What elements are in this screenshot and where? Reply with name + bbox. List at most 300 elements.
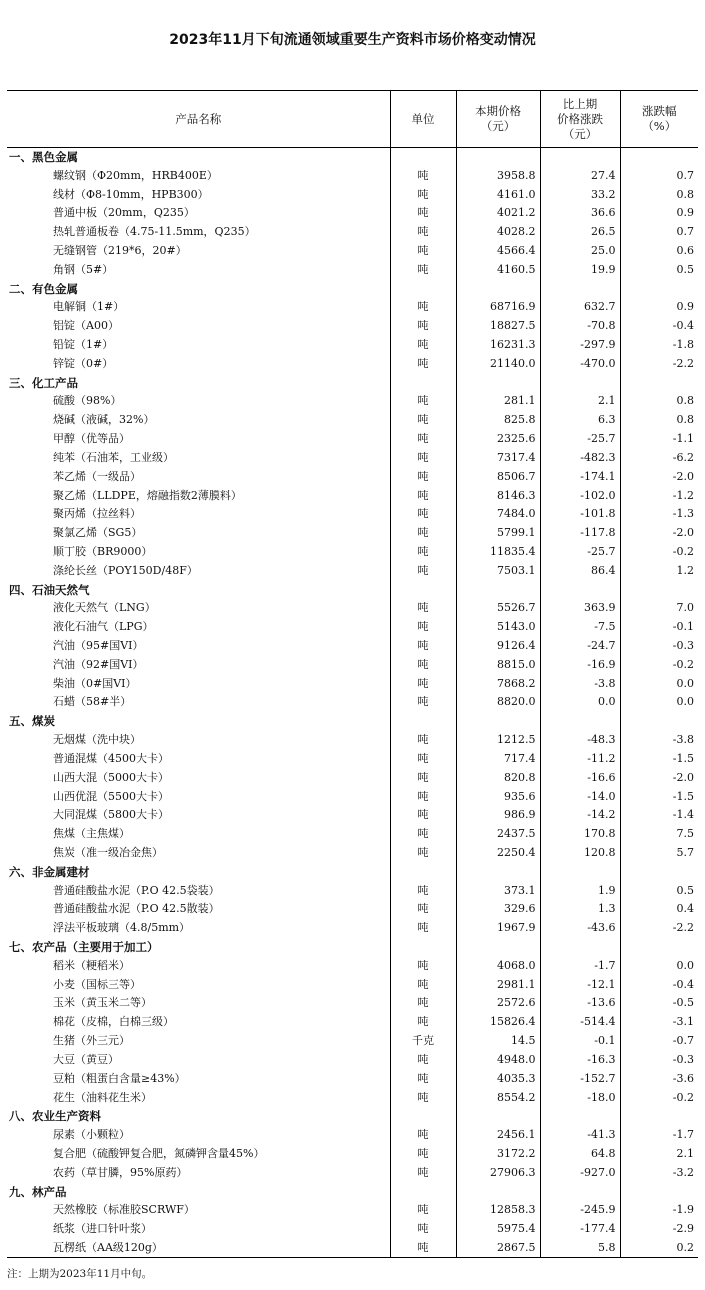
price-cell: 2572.6 <box>456 994 540 1013</box>
pct-cell: -1.1 <box>620 430 698 449</box>
product-name: 生猪（外三元） <box>53 1034 130 1048</box>
change-cell: 6.3 <box>540 411 620 430</box>
change-cell: 120.8 <box>540 844 620 863</box>
product-name: 汽油（92#国VI） <box>53 657 144 671</box>
product-name: 小麦（国标三等） <box>53 977 141 991</box>
table-row <box>7 731 698 750</box>
pct-cell: 2.1 <box>620 1145 698 1164</box>
header-row <box>7 91 698 148</box>
unit-cell <box>390 938 456 957</box>
category-row <box>7 938 698 957</box>
price-cell: 3172.2 <box>456 1145 540 1164</box>
price-cell: 717.4 <box>456 750 540 769</box>
pct-cell: 5.7 <box>620 844 698 863</box>
pct-cell <box>620 279 698 298</box>
product-name: 大同混煤（5800大卡） <box>53 808 169 822</box>
unit-cell: 吨 <box>390 956 456 975</box>
product-name: 螺纹钢（Φ20mm，HRB400E） <box>53 168 218 182</box>
table-row <box>7 900 698 919</box>
product-name: 热轧普通板卷（4.75-11.5mm，Q235） <box>53 225 256 239</box>
category-row <box>7 1182 698 1201</box>
category-row <box>7 712 698 731</box>
pct-cell: -0.5 <box>620 994 698 1013</box>
price-cell: 7484.0 <box>456 505 540 524</box>
unit-cell: 吨 <box>390 392 456 411</box>
change-cell: -174.1 <box>540 467 620 486</box>
unit-cell: 吨 <box>390 1239 456 1258</box>
pct-cell: -1.7 <box>620 1126 698 1145</box>
product-name: 浮法平板玻璃（4.8/5mm） <box>53 921 191 935</box>
price-cell: 5799.1 <box>456 524 540 543</box>
pct-cell: 0.5 <box>620 260 698 279</box>
category-name: 七、农产品（主要用于加工） <box>9 940 159 955</box>
product-name: 纯苯（石油苯，工业级） <box>53 450 174 464</box>
product-name: 复合肥（硫酸钾复合肥，氮磷钾含量45%） <box>53 1146 265 1160</box>
category-name: 四、石油天然气 <box>9 582 90 597</box>
unit-cell: 吨 <box>390 806 456 825</box>
pct-cell: 0.4 <box>620 900 698 919</box>
unit-cell: 吨 <box>390 185 456 204</box>
pct-cell: 0.8 <box>620 185 698 204</box>
change-cell <box>540 580 620 599</box>
change-cell <box>540 148 620 167</box>
change-cell: -245.9 <box>540 1201 620 1220</box>
price-cell: 281.1 <box>456 392 540 411</box>
price-cell: 4566.4 <box>456 242 540 261</box>
product-name: 普通中板（20mm，Q235） <box>53 206 195 220</box>
table-body <box>7 148 698 1258</box>
product-name: 天然橡胶（标准胶SCRWF） <box>53 1203 195 1217</box>
change-cell: -927.0 <box>540 1163 620 1182</box>
category-row <box>7 580 698 599</box>
unit-cell <box>390 580 456 599</box>
change-cell: -117.8 <box>540 524 620 543</box>
pct-cell: -1.5 <box>620 750 698 769</box>
product-name: 豆粕（粗蛋白含量≥43%） <box>53 1071 186 1085</box>
pct-cell <box>620 373 698 392</box>
pct-cell: -0.4 <box>620 975 698 994</box>
unit-cell: 吨 <box>390 1088 456 1107</box>
unit-cell: 吨 <box>390 223 456 242</box>
price-cell <box>456 1182 540 1201</box>
change-cell: -482.3 <box>540 449 620 468</box>
pct-cell <box>620 938 698 957</box>
unit-cell: 吨 <box>390 204 456 223</box>
price-cell: 8820.0 <box>456 693 540 712</box>
pct-cell: -0.7 <box>620 1032 698 1051</box>
price-cell <box>456 279 540 298</box>
table-row <box>7 354 698 373</box>
product-name: 线材（Φ8-10mm，HPB300） <box>53 187 209 201</box>
product-name: 聚乙烯（LLDPE，熔融指数2薄膜料） <box>53 488 242 502</box>
product-name: 汽油（95#国VI） <box>53 639 144 653</box>
change-cell: 363.9 <box>540 599 620 618</box>
pct-cell: -3.1 <box>620 1013 698 1032</box>
change-cell: -3.8 <box>540 674 620 693</box>
price-cell: 8146.3 <box>456 486 540 505</box>
footnote: 注：上期为2023年11月中旬。 <box>7 1268 153 1280</box>
table-row <box>7 185 698 204</box>
price-cell: 5143.0 <box>456 618 540 637</box>
change-cell: 0.0 <box>540 693 620 712</box>
table-row <box>7 298 698 317</box>
unit-cell: 吨 <box>390 1220 456 1239</box>
price-cell: 4028.2 <box>456 223 540 242</box>
price-cell: 18827.5 <box>456 317 540 336</box>
table-row <box>7 674 698 693</box>
pct-cell: -6.2 <box>620 449 698 468</box>
unit-cell: 吨 <box>390 1013 456 1032</box>
unit-cell: 吨 <box>390 543 456 562</box>
table-row <box>7 1051 698 1070</box>
product-name: 顺丁胶（BR9000） <box>53 544 153 558</box>
pct-cell: 0.0 <box>620 956 698 975</box>
product-name: 尿素（小颗粒） <box>53 1128 130 1142</box>
unit-cell: 吨 <box>390 975 456 994</box>
pct-cell: -1.5 <box>620 787 698 806</box>
category-name: 二、有色金属 <box>9 281 78 296</box>
price-cell: 4068.0 <box>456 956 540 975</box>
table-row <box>7 1088 698 1107</box>
pct-cell: -0.3 <box>620 1051 698 1070</box>
product-name: 聚氯乙烯（SG5） <box>53 526 143 540</box>
product-name: 石蜡（58#半） <box>53 695 132 709</box>
price-cell: 9126.4 <box>456 637 540 656</box>
table-row <box>7 1239 698 1258</box>
price-cell: 68716.9 <box>456 298 540 317</box>
pct-cell <box>620 1107 698 1126</box>
price-cell: 5975.4 <box>456 1220 540 1239</box>
change-cell: 2.1 <box>540 392 620 411</box>
change-cell <box>540 938 620 957</box>
category-name: 六、非金属建材 <box>9 864 90 879</box>
pct-cell: -2.2 <box>620 354 698 373</box>
product-name: 普通硅酸盐水泥（P.O 42.5袋装） <box>53 883 220 897</box>
table-row <box>7 486 698 505</box>
pct-cell: 0.7 <box>620 166 698 185</box>
product-name: 涤纶长丝（POY150D/48F） <box>53 563 198 577</box>
price-cell: 820.8 <box>456 768 540 787</box>
product-name: 无缝钢管（219*6，20#） <box>53 243 187 257</box>
pct-cell: 0.2 <box>620 1239 698 1258</box>
table-row <box>7 825 698 844</box>
header-change: 比上期 价格涨跌 （元） <box>540 91 620 148</box>
product-name: 焦煤（主焦煤） <box>53 827 130 841</box>
table-row <box>7 411 698 430</box>
change-cell <box>540 1107 620 1126</box>
price-cell: 12858.3 <box>456 1201 540 1220</box>
pct-cell: 7.0 <box>620 599 698 618</box>
price-cell: 2456.1 <box>456 1126 540 1145</box>
product-name: 农药（草甘膦，95%原药） <box>53 1165 188 1179</box>
change-cell: -514.4 <box>540 1013 620 1032</box>
table-row <box>7 1201 698 1220</box>
category-row <box>7 1107 698 1126</box>
change-cell: -70.8 <box>540 317 620 336</box>
unit-cell: 吨 <box>390 430 456 449</box>
product-name: 电解铜（1#） <box>53 300 125 314</box>
change-cell: -102.0 <box>540 486 620 505</box>
change-cell: -12.1 <box>540 975 620 994</box>
unit-cell: 吨 <box>390 768 456 787</box>
price-cell: 4021.2 <box>456 204 540 223</box>
table-row <box>7 524 698 543</box>
change-cell: -152.7 <box>540 1069 620 1088</box>
price-cell: 5526.7 <box>456 599 540 618</box>
change-cell: 27.4 <box>540 166 620 185</box>
change-cell: -297.9 <box>540 336 620 355</box>
change-cell: -24.7 <box>540 637 620 656</box>
product-name: 花生（油料花生米） <box>53 1090 152 1104</box>
unit-cell: 吨 <box>390 674 456 693</box>
price-cell: 11835.4 <box>456 543 540 562</box>
change-cell: -11.2 <box>540 750 620 769</box>
price-cell <box>456 1107 540 1126</box>
price-cell: 1967.9 <box>456 919 540 938</box>
price-cell: 4160.5 <box>456 260 540 279</box>
category-name: 八、农业生产资料 <box>9 1109 101 1124</box>
table-row <box>7 919 698 938</box>
table-row <box>7 260 698 279</box>
change-cell <box>540 1182 620 1201</box>
unit-cell: 吨 <box>390 449 456 468</box>
pct-cell <box>620 580 698 599</box>
table-row <box>7 543 698 562</box>
change-cell: -18.0 <box>540 1088 620 1107</box>
change-cell: -41.3 <box>540 1126 620 1145</box>
product-name: 硫酸（98%） <box>53 394 122 408</box>
table-row <box>7 1163 698 1182</box>
price-cell <box>456 373 540 392</box>
change-cell <box>540 712 620 731</box>
unit-cell: 吨 <box>390 693 456 712</box>
pct-cell: 0.6 <box>620 242 698 261</box>
pct-cell: 7.5 <box>620 825 698 844</box>
table-row <box>7 317 698 336</box>
price-cell: 935.6 <box>456 787 540 806</box>
unit-cell: 吨 <box>390 655 456 674</box>
unit-cell: 吨 <box>390 524 456 543</box>
table-row <box>7 1013 698 1032</box>
pct-cell: -3.6 <box>620 1069 698 1088</box>
product-name: 瓦楞纸（AA级120g） <box>7 1239 390 1258</box>
change-cell: 64.8 <box>540 1145 620 1164</box>
pct-cell: -0.4 <box>620 317 698 336</box>
unit-cell <box>390 862 456 881</box>
pct-cell: 0.9 <box>620 204 698 223</box>
price-cell: 14.5 <box>456 1032 540 1051</box>
change-cell: 86.4 <box>540 561 620 580</box>
price-cell: 2437.5 <box>456 825 540 844</box>
pct-cell: -3.8 <box>620 731 698 750</box>
pct-cell: 0.5 <box>620 881 698 900</box>
table-row <box>7 768 698 787</box>
table-row <box>7 637 698 656</box>
price-cell: 7503.1 <box>456 561 540 580</box>
product-name: 焦炭（准一级冶金焦） <box>53 845 163 859</box>
price-cell: 8506.7 <box>456 467 540 486</box>
category-row <box>7 862 698 881</box>
pct-cell: -2.0 <box>620 768 698 787</box>
category-row <box>7 373 698 392</box>
table-row <box>7 956 698 975</box>
price-cell: 2325.6 <box>456 430 540 449</box>
product-name: 纸浆（进口针叶浆） <box>53 1222 152 1236</box>
pct-cell: 0.9 <box>620 298 698 317</box>
price-cell <box>456 862 540 881</box>
change-cell: -14.2 <box>540 806 620 825</box>
table-row <box>7 166 698 185</box>
pct-cell <box>620 148 698 167</box>
unit-cell: 吨 <box>390 242 456 261</box>
table-header <box>7 91 698 148</box>
price-cell: 986.9 <box>456 806 540 825</box>
price-cell: 15826.4 <box>456 1013 540 1032</box>
change-cell: 1.9 <box>540 881 620 900</box>
price-cell: 3958.8 <box>456 166 540 185</box>
unit-cell: 吨 <box>390 1069 456 1088</box>
unit-cell: 吨 <box>390 354 456 373</box>
change-cell: -13.6 <box>540 994 620 1013</box>
change-cell: 632.7 <box>540 298 620 317</box>
pct-cell: 0.7 <box>620 223 698 242</box>
table-row <box>7 844 698 863</box>
pct-cell: 0.0 <box>620 674 698 693</box>
pct-cell: 0.8 <box>620 392 698 411</box>
price-cell <box>456 938 540 957</box>
product-name: 普通混煤（4500大卡） <box>53 751 169 765</box>
table-row <box>7 1126 698 1145</box>
change-cell <box>540 279 620 298</box>
change-cell: -48.3 <box>540 731 620 750</box>
change-cell: -0.1 <box>540 1032 620 1051</box>
product-name: 柴油（0#国VI） <box>53 676 137 690</box>
change-cell: 33.2 <box>540 185 620 204</box>
table-row <box>7 449 698 468</box>
pct-cell: -1.2 <box>620 486 698 505</box>
table-row <box>7 1069 698 1088</box>
unit-cell: 吨 <box>390 317 456 336</box>
change-cell: 19.9 <box>540 260 620 279</box>
change-cell: -16.6 <box>540 768 620 787</box>
price-cell: 4948.0 <box>456 1051 540 1070</box>
price-cell: 825.8 <box>456 411 540 430</box>
price-cell <box>456 712 540 731</box>
unit-cell: 吨 <box>390 919 456 938</box>
pct-cell: -2.0 <box>620 467 698 486</box>
price-cell <box>456 580 540 599</box>
price-cell: 7868.2 <box>456 674 540 693</box>
change-cell: -16.9 <box>540 655 620 674</box>
category-name: 五、煤炭 <box>9 714 55 729</box>
change-cell: -25.7 <box>540 430 620 449</box>
unit-cell <box>390 1182 456 1201</box>
unit-cell <box>390 1107 456 1126</box>
change-cell: 1.3 <box>540 900 620 919</box>
table-row <box>7 1145 698 1164</box>
unit-cell <box>390 712 456 731</box>
price-cell: 4161.0 <box>456 185 540 204</box>
product-name: 聚丙烯（拉丝料） <box>53 507 141 521</box>
unit-cell: 吨 <box>390 881 456 900</box>
product-name: 大豆（黄豆） <box>53 1052 119 1066</box>
pct-cell: -2.2 <box>620 919 698 938</box>
product-name: 稻米（粳稻米） <box>53 958 130 972</box>
table-row <box>7 881 698 900</box>
table-row <box>7 693 698 712</box>
table-row <box>7 242 698 261</box>
pct-cell: 1.2 <box>620 561 698 580</box>
product-name: 铝锭（A00） <box>53 319 119 333</box>
header-pct: 涨跌幅 （%） <box>620 91 698 148</box>
price-cell: 21140.0 <box>456 354 540 373</box>
product-name: 铅锭（1#） <box>53 338 114 352</box>
change-cell: -43.6 <box>540 919 620 938</box>
pct-cell: -1.8 <box>620 336 698 355</box>
change-cell: -1.7 <box>540 956 620 975</box>
product-name: 液化天然气（LNG） <box>53 601 156 615</box>
unit-cell: 吨 <box>390 637 456 656</box>
table-row <box>7 750 698 769</box>
unit-cell: 吨 <box>390 1126 456 1145</box>
price-cell: 27906.3 <box>456 1163 540 1182</box>
unit-cell: 吨 <box>390 994 456 1013</box>
product-name: 无烟煤（洗中块） <box>53 733 141 747</box>
pct-cell: -1.3 <box>620 505 698 524</box>
change-cell: -16.3 <box>540 1051 620 1070</box>
price-cell: 2981.1 <box>456 975 540 994</box>
price-cell: 16231.3 <box>456 336 540 355</box>
price-table <box>7 90 698 1258</box>
table-row <box>7 618 698 637</box>
unit-cell <box>390 279 456 298</box>
unit-cell: 吨 <box>390 1201 456 1220</box>
product-name: 烧碱（液碱，32%） <box>53 413 155 427</box>
header-price: 本期价格 （元） <box>456 91 540 148</box>
unit-cell: 吨 <box>390 166 456 185</box>
pct-cell <box>620 712 698 731</box>
product-name: 苯乙烯（一级品） <box>53 469 141 483</box>
price-cell: 2250.4 <box>456 844 540 863</box>
price-table-container <box>7 90 698 1258</box>
change-cell: -470.0 <box>540 354 620 373</box>
pct-cell: -0.2 <box>620 1088 698 1107</box>
table-row <box>7 975 698 994</box>
product-name: 山西优混（5500大卡） <box>53 789 169 803</box>
pct-cell <box>620 862 698 881</box>
product-name: 锌锭（0#） <box>53 356 114 370</box>
change-cell <box>540 862 620 881</box>
price-cell: 8815.0 <box>456 655 540 674</box>
table-row <box>7 1220 698 1239</box>
header-product-name: 产品名称 <box>7 91 390 148</box>
category-row <box>7 279 698 298</box>
pct-cell: -1.4 <box>620 806 698 825</box>
table-row <box>7 806 698 825</box>
unit-cell: 吨 <box>390 900 456 919</box>
table-row <box>7 655 698 674</box>
unit-cell: 吨 <box>390 599 456 618</box>
unit-cell <box>390 148 456 167</box>
table-row <box>7 223 698 242</box>
unit-cell: 千克 <box>390 1032 456 1051</box>
unit-cell: 吨 <box>390 411 456 430</box>
unit-cell: 吨 <box>390 787 456 806</box>
unit-cell: 吨 <box>390 1163 456 1182</box>
price-cell: 7317.4 <box>456 449 540 468</box>
unit-cell: 吨 <box>390 1145 456 1164</box>
pct-cell: -3.2 <box>620 1163 698 1182</box>
